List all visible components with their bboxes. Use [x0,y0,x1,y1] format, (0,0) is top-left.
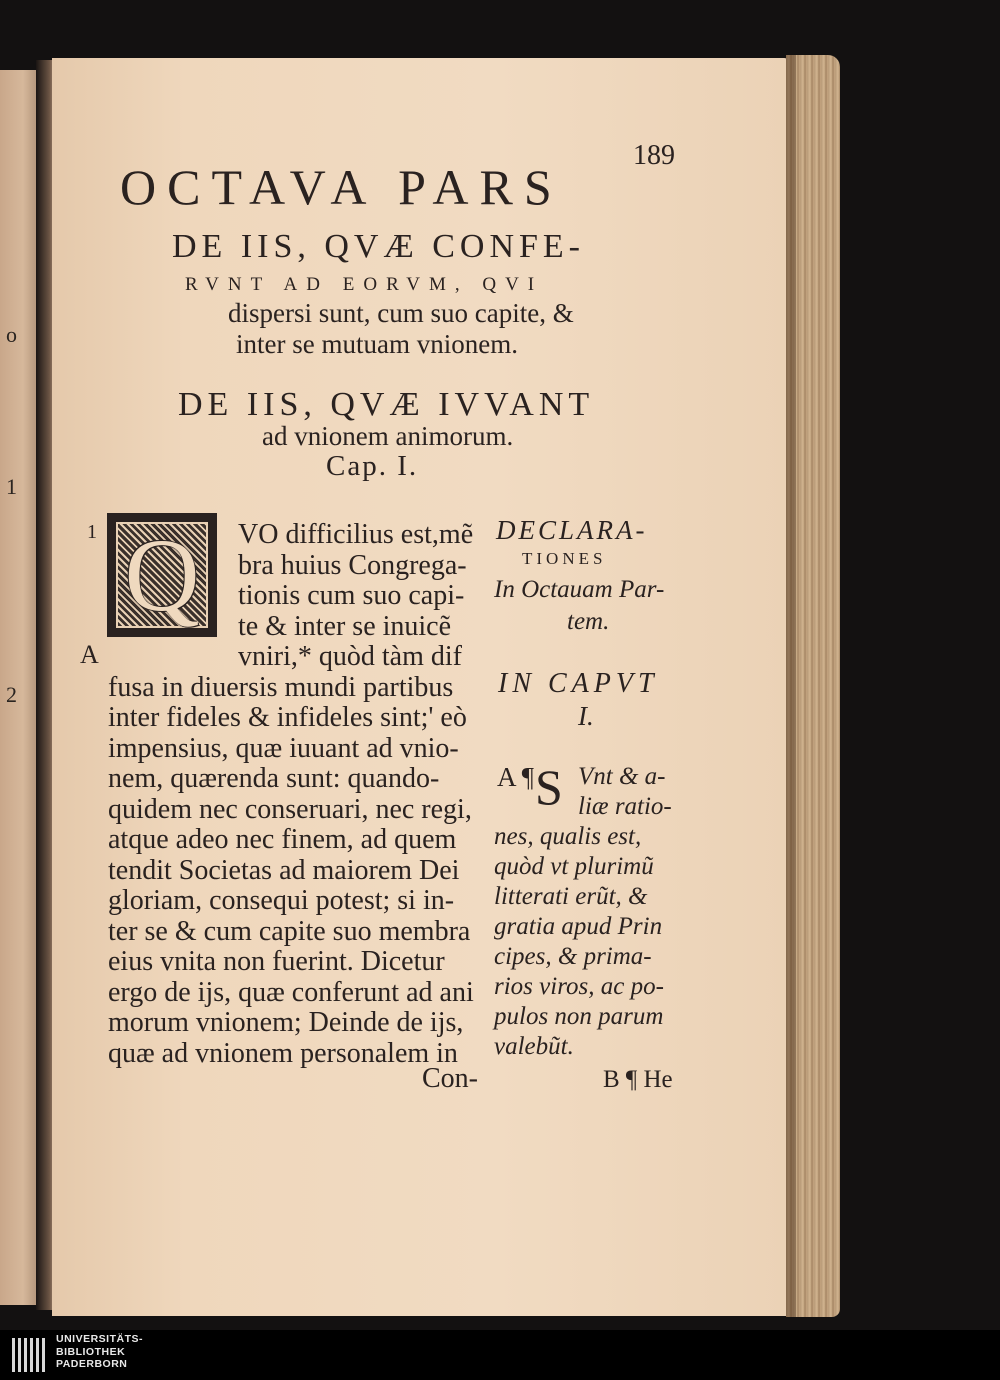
side-heading-line: TIONES [522,549,607,568]
body-line: impensius, quæ iuuant ad vnio- [108,732,459,764]
side-catchword: B ¶ He [603,1066,673,1093]
initial-letter: Q [124,517,200,633]
margin-letter: A [80,640,99,669]
side-note-line: cipes, & prima- [494,943,652,970]
side-note-line: liæ ratio- [578,793,672,820]
side-note-line: litterati erũt, & [494,883,648,910]
left-mark: 1 [6,474,17,499]
body-line: atque adeo nec finem, ad quem [108,824,457,855]
side-note-line: pulos non parum [494,1003,664,1030]
library-name-line: PADERBORN [56,1358,128,1370]
library-name-line: BIBLIOTHEK [56,1345,126,1358]
side-heading-line: DECLARA- [496,515,648,545]
body-line: fusa in diuersis mundi partibus [108,671,454,703]
body-line: tendit Societas ad maiorem Dei [108,854,460,886]
body-line: tionis cum suo capi- [238,580,465,611]
part-heading-line: inter se mutuam vnionem. [236,329,518,359]
left-mark: 2 [6,682,17,707]
body-line: quidem nec conseruari, nec regi, [108,793,472,825]
body-line: nem, quærenda sunt: quando- [108,763,440,794]
body-line: morum vnionem; Deinde de ijs, [108,1007,464,1038]
library-name [56,1333,143,1371]
side-heading-line: I. [578,701,594,731]
side-note-marker: A ¶ [497,762,534,792]
side-note-line: gratia apud Prin [494,913,663,940]
catchword: Con- [422,1063,478,1094]
body-line: quæ ad vnionem personalem in [108,1037,458,1069]
side-note-line: rios viros, ac po- [494,973,664,1000]
body-line: VO difficilius est,mẽ [238,519,474,550]
side-note-line: quòd vt plurimũ [494,853,654,880]
left-mark: o [6,322,17,347]
side-note-line: nes, qualis est, [494,823,642,850]
body-line: ergo de ijs, quæ conferunt ad ani [108,976,474,1008]
side-heading-line: In Octauam Par- [494,576,665,603]
body-line: ter se & cum capite suo membra [108,915,471,947]
side-note-initial: S [535,759,563,815]
ornamental-initial [107,513,217,637]
body-line: eius vnita non fuerint. Dicetur [108,946,445,977]
body-line: gloriam, consequi potest; si in- [108,885,455,916]
side-note-line: Vnt & a- [578,763,666,790]
library-logo-icon [12,1338,50,1372]
chapter-label: Cap. I. [326,450,419,482]
page-number: 189 [633,140,675,171]
page-edge-shadow [786,55,796,1317]
side-note-line: valebũt. [494,1033,574,1060]
library-name-line: UNIVERSITÄTS- [56,1333,144,1345]
part-title: OCTAVA PARS [120,159,563,215]
chapter-title-line: DE IIS, QVÆ IVVANT [178,386,595,423]
body-line: inter fideles & infideles sint;' eò [108,702,467,733]
side-heading-line: tem. [567,608,610,635]
body-line: vniri,* quòd tàm dif [238,641,462,672]
margin-number: 1 [87,521,97,543]
body-line: bra huius Congrega- [238,549,467,581]
part-heading-line: RVNT AD EORVM, QVI [185,274,544,295]
part-heading-line: dispersi sunt, cum suo capite, & [228,298,574,328]
part-heading-line: DE IIS, QVÆ CONFE- [172,228,585,265]
footer-bar [0,1330,1000,1380]
chapter-title-line: ad vnionem animorum. [262,421,514,451]
side-heading-line: IN CAPVT [498,668,659,699]
body-line: te & inter se inuicẽ [238,610,452,642]
